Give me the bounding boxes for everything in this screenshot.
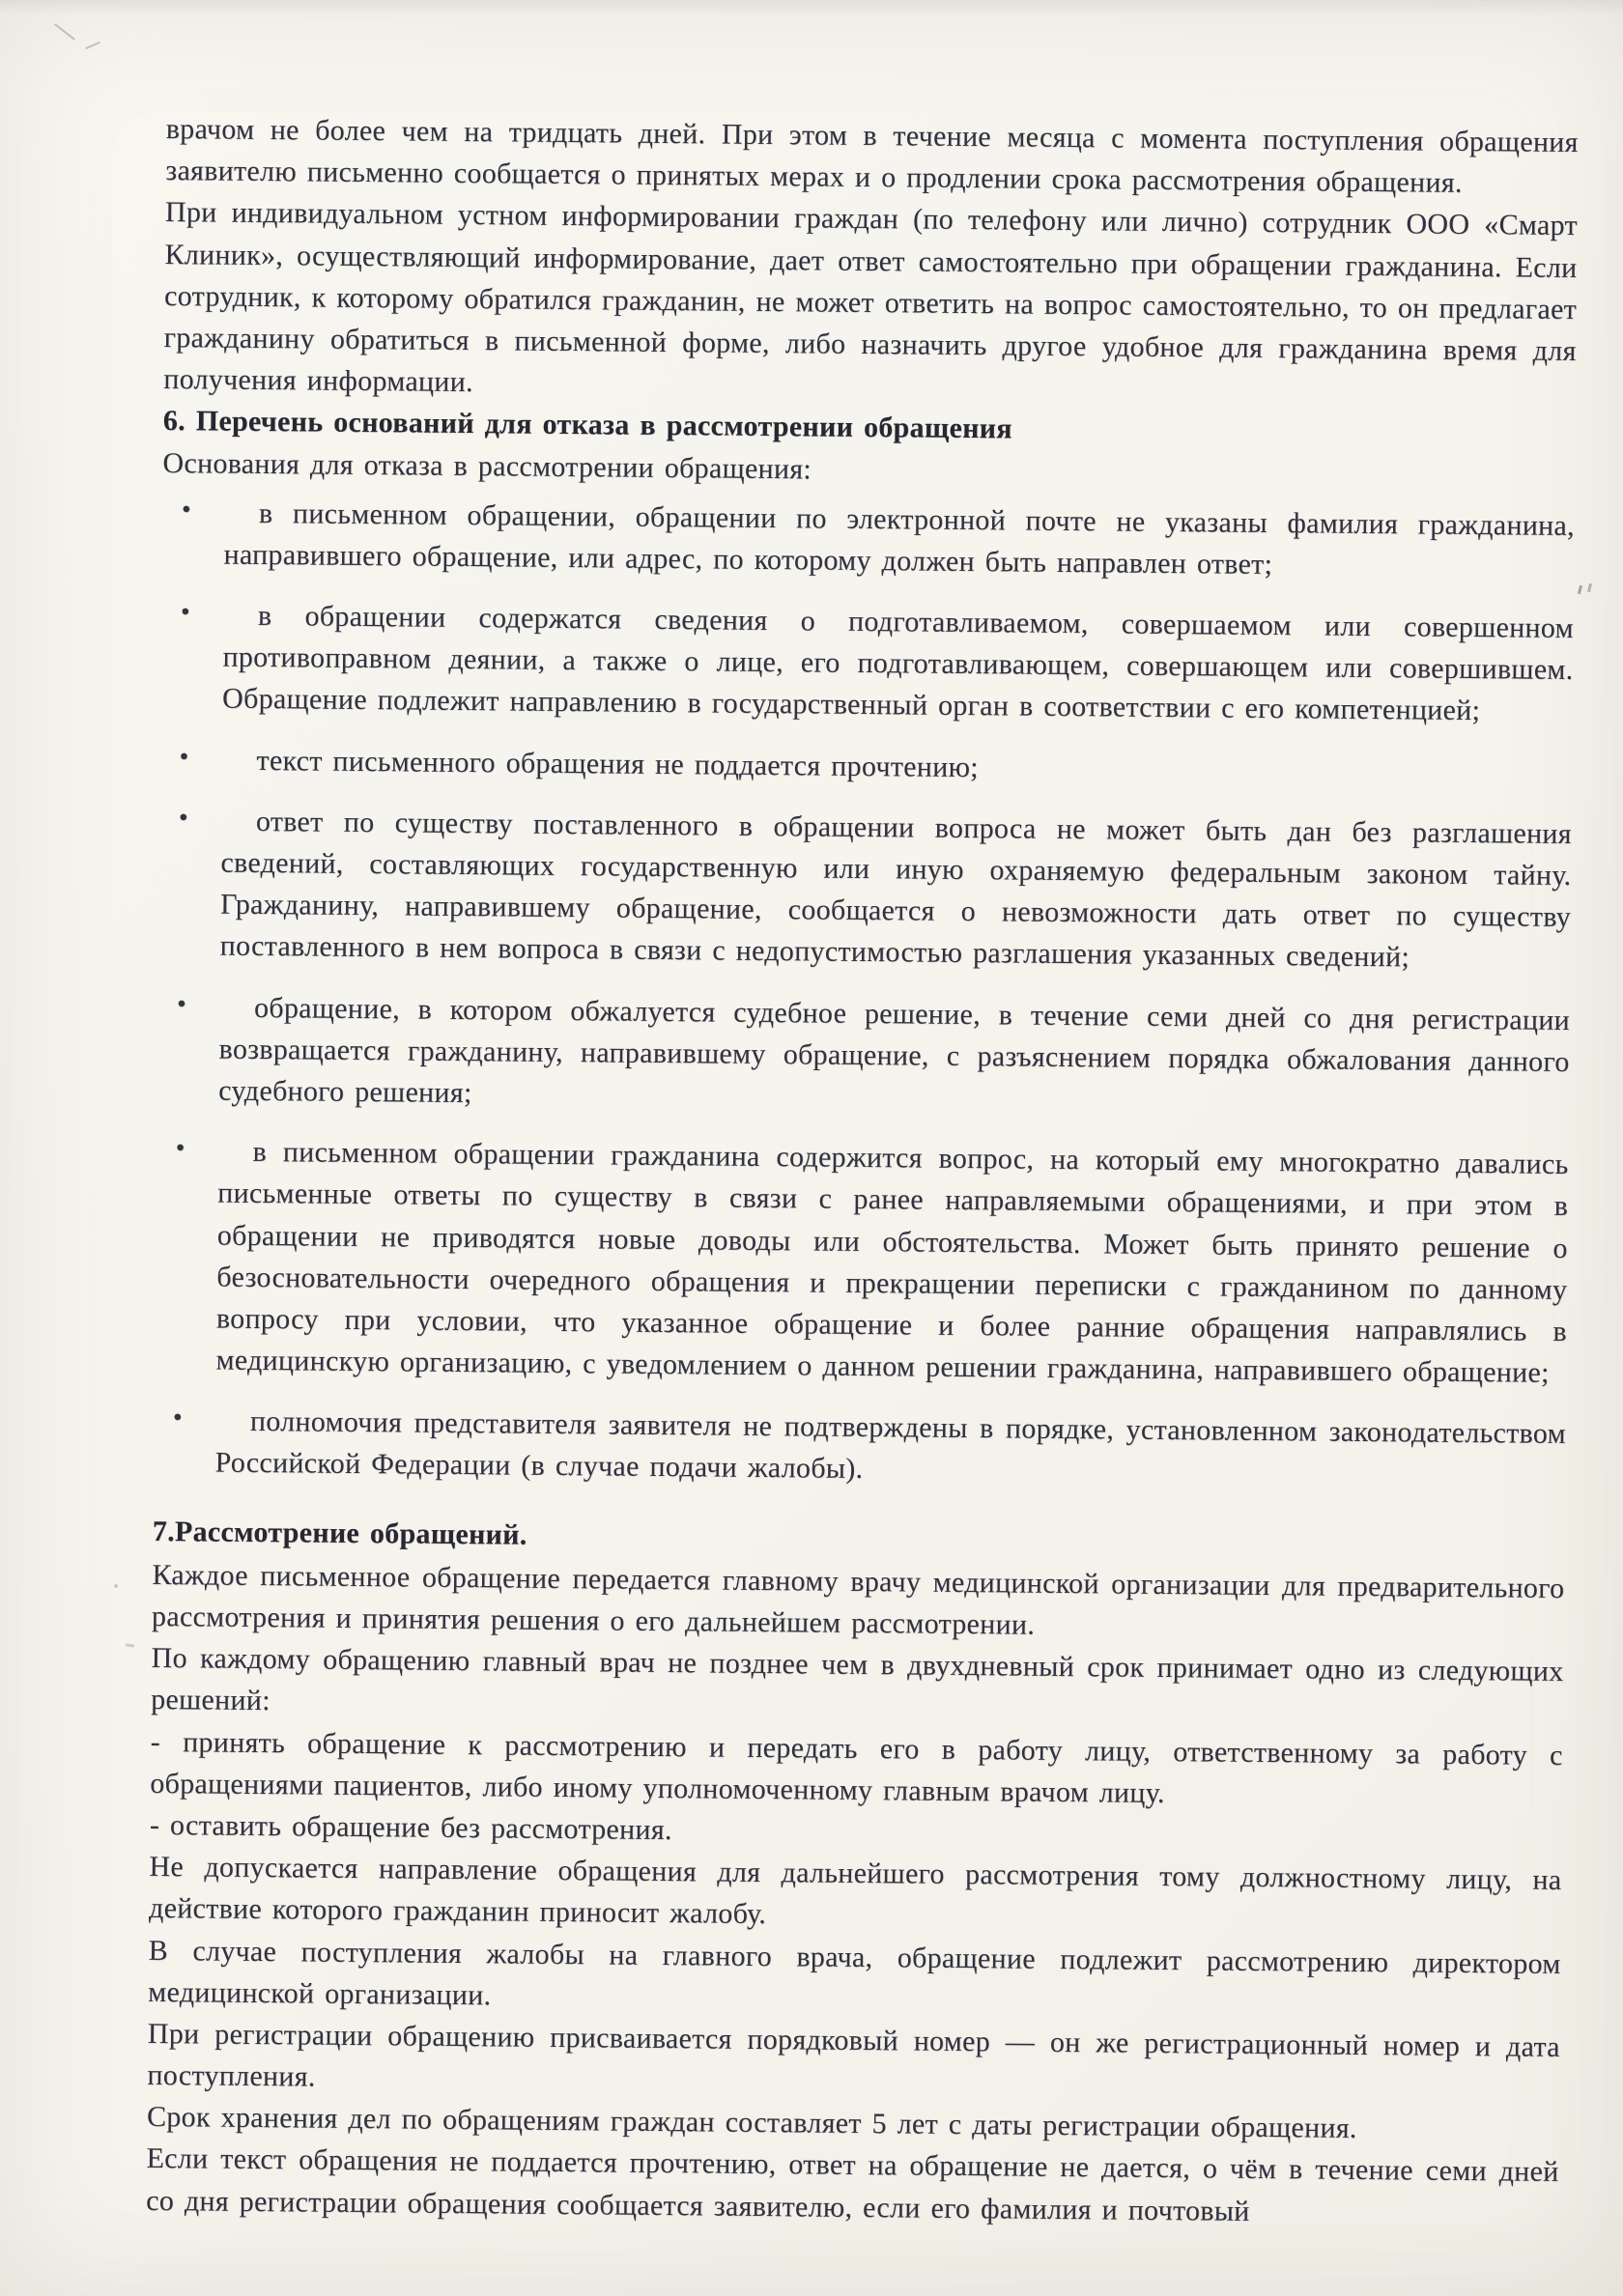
document-content [146,108,1579,2235]
scan-artifact [54,23,75,41]
list-item [154,1130,1568,1394]
section-7-paragraph: Каждое письменное обращение передается главному врачу медицинской организации для предварительного рассмотрения и принятия решения о его дальнейшем рассмотрении. [151,1558,1565,1641]
list-item-text: в письменном обращении гражданина содержится вопрос, на который ему многократно давались письменные ответы по существу в связи с ранее направляемыми обращениями, и при этом в обращении не приводятся новые доводы или обстоятельства. Может быть принято решение о безосновательности очередного обращения и прекращении переписки с гражданином по данному вопросу при условии, что указанное обращение и более ранние обращения направлялись в медицинскую организацию, с уведомлением о данном решении гражданина, направившего обращение; [215,1136,1569,1389]
scan-edge-shade [0,0,1623,15]
scan-artifact [85,42,100,49]
section-7-paragraph: Если текст обращения не поддается прочтению, ответ на обращение не дается, о чём в течение семи дней со дня регистрации обращения сообщается заявителю, если его фамилия и почтовый [146,2142,1559,2227]
paragraph-informing: При индивидуальном устном информировании граждан (по телефону или лично) сотрудник ООО «Смарт Клиник», осуществляющий информирование, дает ответ самостоятельно при обращении гражданина. Если сотрудник, к которому обратился гражданин, не может ответить на вопрос самостоятельно, то он предлагает гражданину обратиться в письменной форме, либо назначить другое удобное для гражданина время для получения информации. [163,196,1579,399]
paragraph-continuation: врачом не более чем на тридцать дней. При этом в течение месяца с момента поступления обращения заявителю письменно сообщается о принятых мерах и о продлении срока рассмотрения обращения. [165,112,1579,200]
list-item-text: обращение, в котором обжалуется судебное решение, в течение семи дней со дня регистрации возвращается гражданину, направившему обращение, с разъяснением порядка обжалования данного судебного решения; [218,991,1571,1110]
refusal-grounds-list [153,492,1575,1497]
list-item-text: в обращении содержатся сведения о подготавливаемом, совершаемом или совершенном противоправном деянии, а также о лице, его подготавливающем, совершающем или совершившем. Обращение подлежит направлению в государственный орган в соответствии с его компетенцией; [221,599,1575,727]
list-item [157,800,1572,980]
section-7-paragraph: В случае поступления жалобы на главного врача, обращение подлежит рассмотрению директором медицинской организации. [148,1934,1561,2012]
section-7-paragraph: Срок хранения дел по обращениям граждан составляет 5 лет с даты регистрации обращения. [146,2101,1357,2145]
list-item [161,492,1575,588]
list-item [160,594,1574,733]
section-7-paragraph: Не допускается направление обращения для дальнейшего рассмотрения тому должностному лицу, на действие которого гражданин приносит жалобу. [148,1851,1562,1931]
list-item [153,1400,1566,1496]
list-item-text: в письменном обращении, обращении по электронной почте не указаны фамилия гражданина, направившего обращение, или адрес, по которому должен быть направлен ответ; [223,496,1576,581]
section-7-heading: 7.Рассмотрение обращений. [152,1515,527,1551]
scan-artifact [1578,585,1582,594]
scan-artifact [1587,583,1592,592]
list-item [157,986,1570,1125]
section-6-intro: Основания для отказа в рассмотрении обращения: [162,446,812,485]
list-item-text: ответ по существу поставленного в обращении вопроса не может быть дан без разглашения сведений, составляющих государственную или иную охраняемую федеральным законом тайну. Гражданину, направившему обращение, сообщается о невозможности дать ответ по существу поставленного в нем вопроса в связи с недопустимостью разглашения указанных сведений; [219,805,1573,974]
list-item-text: текст письменного обращения не поддается прочтению; [256,744,980,783]
section-7-paragraph: - принять обращение к рассмотрению и передать его в работу лицу, ответственному за работу с обращениями пациентов, либо иному уполномоченному главным врачом лицу. [150,1725,1563,1809]
section-7-paragraph: По каждому обращению главный врач не позднее чем в двухдневный срок принимает одно из следующих решений: [151,1642,1564,1717]
section-7-paragraph: - оставить обращение без рассмотрения. [149,1808,672,1847]
list-item [159,739,1572,794]
scan-artifact [126,1643,134,1647]
list-item-text: полномочия представителя заявителя не подтверждены в порядке, установленном законодательством Российской Федерации (в случае подачи жалобы). [214,1405,1567,1486]
section-6-heading: 6. Перечень оснований для отказа в рассмотрении обращения [162,405,1013,445]
section-7-paragraph: При регистрации обращению присваивается порядковый номер — он же регистрационный номер и дата поступления. [147,2017,1560,2093]
scan-artifact [114,1584,118,1588]
